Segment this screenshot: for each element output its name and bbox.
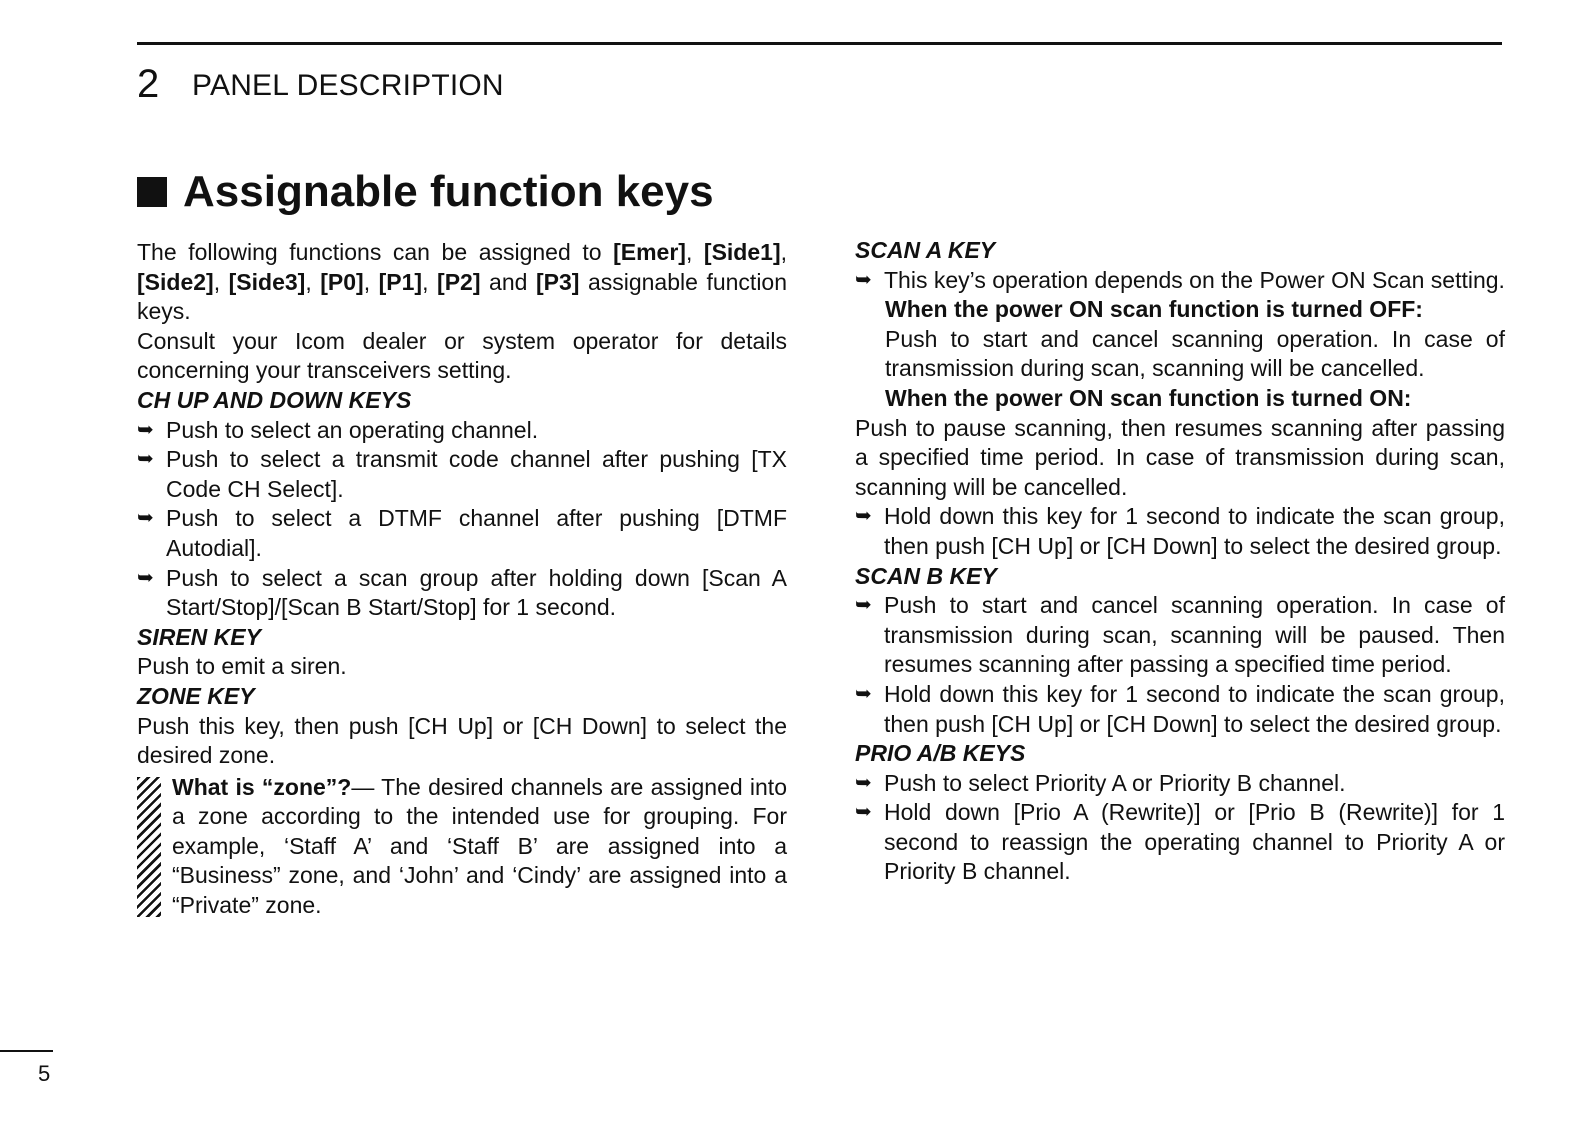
siren-heading: SIREN KEY xyxy=(137,623,261,650)
zone-text: Push this key, then push [CH Up] or [CH Down] to select the desired zone. xyxy=(137,712,787,769)
list-item: ➥ Push to start and cancel scanning operation. In case of transmission during scan, scanning will be paused. Then resumes scanning after passing a specified time period. xyxy=(855,592,1505,678)
note-title: What is “zone”? xyxy=(172,773,352,800)
section-square-icon xyxy=(137,177,167,207)
note-text: — The desired channels are assigned into a zone according to the intended use for grouping. For example, ‘Staff A’ and ‘Staff B’ are assigned into a “Business” zone, and ‘John’ and ‘Cindy’ are assigned into a “Private” zone. xyxy=(172,773,787,919)
scan-on-title: When the power ON scan function is turned ON: xyxy=(885,384,1412,411)
zone-note xyxy=(137,773,787,921)
note-hatch-icon xyxy=(137,777,161,917)
arrow-icon: ➥ xyxy=(137,418,154,441)
key-p0: [P0] xyxy=(320,268,364,295)
list-item: ➥ Push to select a transmit code channel after pushing [TX Code CH Select]. xyxy=(137,446,787,502)
scan-off-text: Push to start and cancel scanning operation. In case of transmission during scan, scanning will be cancelled. xyxy=(885,325,1505,382)
arrow-icon: ➥ xyxy=(137,448,154,471)
right-column xyxy=(855,236,1505,887)
list-item: ➥ Hold down this key for 1 second to indicate the scan group, then push [CH Up] or [CH Down] to select the desired group. xyxy=(855,503,1505,559)
list-item: ➥ Hold down [Prio A (Rewrite)] or [Prio B (Rewrite)] for 1 second to reassign the operating channel to Priority A or Priority B channel. xyxy=(855,799,1505,885)
left-column xyxy=(137,238,787,921)
chapter-number: 2 xyxy=(137,62,160,106)
header-rule xyxy=(137,42,1502,45)
key-emer: [Emer] xyxy=(613,239,686,265)
list-item: ➥ Hold down this key for 1 second to indicate the scan group, then push [CH Up] or [CH Down] to select the desired group. xyxy=(855,680,1505,737)
arrow-icon: ➥ xyxy=(855,682,872,705)
ch-keys-heading: CH UP AND DOWN KEYS xyxy=(137,386,412,413)
chapter-title: PANEL DESCRIPTION xyxy=(192,69,504,102)
section-title: Assignable function keys xyxy=(183,167,714,216)
scan-a-heading: SCAN A KEY xyxy=(855,237,996,263)
list-item: ➥ Push to select Priority A or Priority B channel. xyxy=(855,769,1505,799)
arrow-icon: ➥ xyxy=(855,594,872,617)
key-side2: [Side2] xyxy=(137,268,214,295)
footer-rule xyxy=(0,1050,53,1052)
list-item: ➥ Push to select a DTMF channel after pushing [DTMF Autodial]. xyxy=(137,505,787,561)
key-side3: [Side3] xyxy=(228,268,306,295)
key-p2: [P2] xyxy=(437,268,481,295)
scan-b-heading: SCAN B KEY xyxy=(855,562,997,589)
arrow-icon: ➥ xyxy=(137,507,154,530)
arrow-icon: ➥ xyxy=(855,771,872,794)
section-heading xyxy=(137,164,714,220)
arrow-icon: ➥ xyxy=(855,505,872,528)
consult-paragraph: Consult your Icom dealer or system operator for details concerning your transceivers setting. xyxy=(137,327,787,384)
list-item: ➥ Push to select a scan group after holding down [Scan A Start/Stop]/[Scan B Start/Stop] for 1 second. xyxy=(137,564,787,621)
intro-paragraph: The following functions can be assigned to [Emer], [Side1], [Side2], [Side3], [P0], [P1], [P2] and [P3] assignable function keys. xyxy=(137,239,788,325)
key-side1: [Side1] xyxy=(703,239,781,265)
key-p3: [P3] xyxy=(535,268,580,295)
page-number: 5 xyxy=(38,1061,51,1086)
list-item: ➥ This key’s operation depends on the Power ON Scan setting. xyxy=(855,266,1505,296)
arrow-icon: ➥ xyxy=(855,801,872,824)
arrow-icon: ➥ xyxy=(137,566,154,589)
key-p1: [P1] xyxy=(378,268,423,295)
arrow-icon: ➥ xyxy=(855,268,872,291)
scan-on-text: Push to pause scanning, then resumes scanning after passing a specified time period. In case of transmission during scan, scanning will be cancelled. xyxy=(855,414,1505,500)
list-item: ➥ Push to select an operating channel. xyxy=(137,416,787,446)
zone-heading: ZONE KEY xyxy=(137,682,255,709)
siren-text: Push to emit a siren. xyxy=(137,653,347,680)
scan-off-title: When the power ON scan function is turned OFF: xyxy=(885,296,1423,323)
prio-heading: PRIO A/B KEYS xyxy=(855,740,1026,767)
